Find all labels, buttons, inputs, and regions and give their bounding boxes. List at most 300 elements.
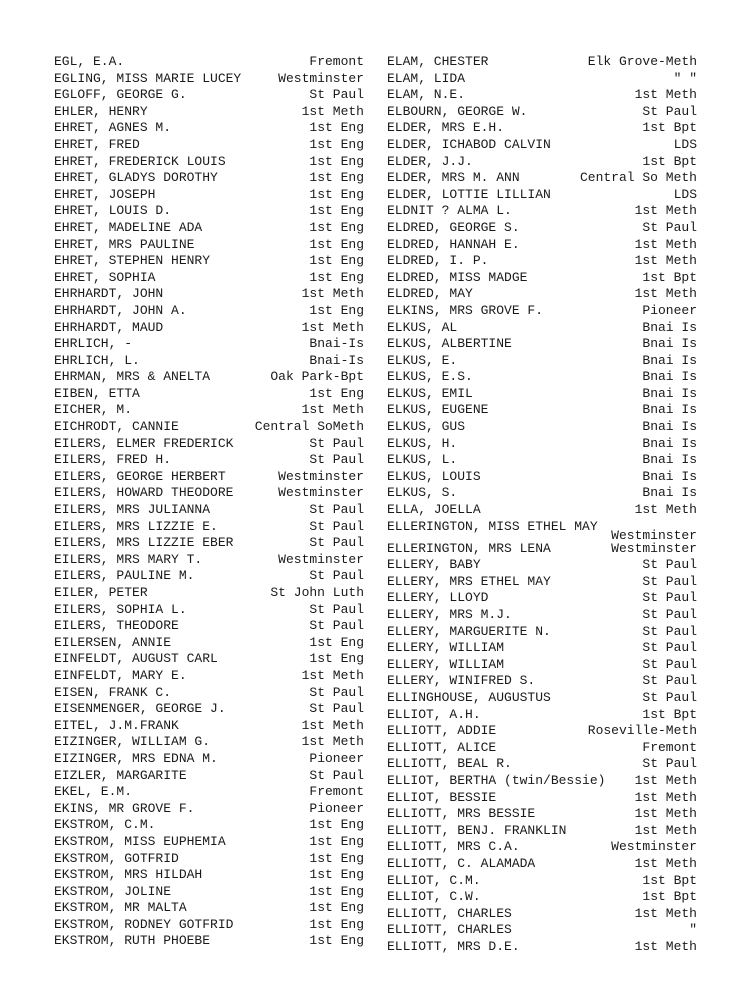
register-entry: [54, 220, 364, 237]
entry-church: LDS: [673, 186, 697, 202]
entry-church: St Paul: [309, 87, 364, 103]
entry-church: 1st Eng: [309, 900, 364, 916]
entry-name: ELLERINGTON, MRS LENA: [387, 540, 551, 556]
entry-church: 1st Bpt: [642, 269, 697, 285]
register-entry: [54, 71, 364, 88]
entry-church: Fremont: [642, 739, 697, 755]
register-entry: [387, 889, 697, 906]
entry-name: EKINS, MR GROVE F.: [54, 800, 195, 816]
entry-name: EILERS, ELMER FREDERICK: [54, 435, 234, 451]
entry-church: Bnai Is: [642, 435, 697, 451]
entry-church: 1st Eng: [309, 253, 364, 269]
register-entry: [54, 137, 364, 154]
register-entry: [387, 657, 697, 674]
entry-church: 1st Eng: [309, 136, 364, 152]
entry-church: Fremont: [309, 54, 364, 69]
entry-name: EILERS, THEODORE: [54, 618, 179, 634]
entry-name: ELLIOTT, CHARLES: [387, 905, 512, 921]
register-entry: [54, 502, 364, 519]
register-entry: [54, 270, 364, 287]
register-entry: [54, 170, 364, 187]
entry-name: ELDER, MRS E.H.: [387, 120, 505, 136]
entry-name: ELDRED, MAY: [387, 286, 473, 302]
entry-name: ELLIOT, BESSIE: [387, 789, 497, 805]
register-entry: [54, 336, 364, 353]
entry-church: St Paul: [309, 701, 364, 717]
entry-name: EHRET, MADELINE ADA: [54, 219, 203, 235]
register-entry: [54, 734, 364, 751]
entry-church: Bnai Is: [642, 336, 697, 352]
entry-name: ELAM, N.E.: [387, 87, 466, 103]
entry-church: Bnai-Is: [309, 352, 364, 368]
entry-church: Westminster: [611, 527, 697, 543]
register-entry: [387, 502, 697, 519]
entry-name: ELAM, LIDA: [387, 70, 466, 86]
entry-church: Pioneer: [309, 750, 364, 766]
entry-church: 1st Eng: [309, 817, 364, 833]
entry-church: 1st Eng: [309, 170, 364, 186]
entry-church: Westminster: [611, 839, 697, 855]
entry-name: EICHER, M.: [54, 402, 133, 418]
register-entry: [54, 154, 364, 171]
entry-name: ELLIOTT, ADDIE: [387, 723, 497, 739]
entry-church: Central SoMeth: [254, 419, 364, 435]
register-entry: [387, 773, 697, 790]
register-entry: [54, 751, 364, 768]
entry-church: 1st Eng: [309, 867, 364, 883]
entry-name: ELDER, MRS M. ANN: [387, 170, 520, 186]
register-entry: [54, 768, 364, 785]
entry-church: 1st Meth: [634, 286, 697, 302]
register-entry: [54, 668, 364, 685]
register-entry: [387, 203, 697, 220]
register-entry: [387, 154, 697, 171]
register-entry: [387, 485, 697, 502]
entry-church: Bnai Is: [642, 369, 697, 385]
entry-church: 1st Meth: [301, 103, 364, 119]
entry-church: Westminster: [278, 70, 364, 86]
entry-name: EKSTROM, JOLINE: [54, 883, 172, 899]
register-entry: [387, 823, 697, 840]
entry-name: ELLIOTT, CHARLES: [387, 922, 512, 938]
register-entry: [387, 353, 697, 370]
entry-name: ELLIOTT, MRS BESSIE: [387, 806, 536, 822]
entry-name: ELLERINGTON, MISS ETHEL MAY: [387, 518, 598, 534]
entry-church: 1st Meth: [634, 855, 697, 871]
register-entry: [387, 740, 697, 757]
entry-church: 1st Eng: [309, 302, 364, 318]
entry-name: EILERS, MRS LIZZIE EBER: [54, 535, 234, 551]
register-entry: [387, 303, 697, 320]
entry-name: EILERS, MRS LIZZIE E.: [54, 518, 218, 534]
entry-church: St Paul: [642, 640, 697, 656]
entry-church: 1st Eng: [309, 186, 364, 202]
register-entry: [387, 452, 697, 469]
register-entry: [387, 756, 697, 773]
entry-name: EISENMENGER, GEORGE J.: [54, 701, 226, 717]
entry-church: 1st Meth: [301, 402, 364, 418]
entry-church: 1st Eng: [309, 236, 364, 252]
register-entry: [54, 784, 364, 801]
entry-church: Fremont: [309, 784, 364, 800]
entry-name: EHRET, JOSEPH: [54, 186, 156, 202]
register-entry: [387, 590, 697, 607]
register-entry: [387, 790, 697, 807]
entry-church: Bnai Is: [642, 319, 697, 335]
register-entry: [387, 336, 697, 353]
register-entry: [54, 685, 364, 702]
entry-church: Pioneer: [642, 302, 697, 318]
register-entry: [54, 568, 364, 585]
entry-name: EHRET, AGNES M.: [54, 120, 172, 136]
register-entry: [54, 867, 364, 884]
register-entry: [387, 237, 697, 254]
register-entry: [54, 900, 364, 917]
entry-name: EHRET, GLADYS DOROTHY: [54, 170, 218, 186]
register-entry: [54, 884, 364, 901]
register-entry: [54, 237, 364, 254]
register-entry: [387, 253, 697, 270]
entry-church: Bnai Is: [642, 385, 697, 401]
entry-church: 1st Meth: [634, 236, 697, 252]
entry-church: Westminster: [278, 468, 364, 484]
entry-name: EILERSEN, ANNIE: [54, 634, 172, 650]
entry-name: ELLIOT, A.H.: [387, 706, 481, 722]
entry-church: 1st Bpt: [642, 120, 697, 136]
register-entry: [54, 353, 364, 370]
register-entry: [54, 469, 364, 486]
register-entry: [54, 369, 364, 386]
entry-name: ELLERY, WILLIAM: [387, 640, 505, 656]
entry-church: St Paul: [642, 623, 697, 639]
entry-church: 1st Bpt: [642, 889, 697, 905]
register-entry: [54, 303, 364, 320]
entry-name: EIZLER, MARGARITE: [54, 767, 187, 783]
register-entry: [387, 71, 697, 88]
entry-name: EHRMAN, MRS & ANELTA: [54, 369, 211, 385]
register-entry: [54, 552, 364, 569]
entry-church: 1st Meth: [634, 938, 697, 954]
entry-church: 1st Meth: [634, 87, 697, 103]
entry-church: 1st Eng: [309, 933, 364, 949]
entry-name: EICHRODT, CANNIE: [54, 419, 179, 435]
register-entry: [387, 87, 697, 104]
register-entry: [387, 286, 697, 303]
register-entry: [54, 253, 364, 270]
entry-church: Oak Park-Bpt: [270, 369, 364, 385]
left-column: [54, 54, 364, 950]
entry-church: Bnai Is: [642, 485, 697, 501]
entry-church: Westminster: [611, 540, 697, 556]
register-entry: [54, 386, 364, 403]
entry-church: 1st Eng: [309, 385, 364, 401]
entry-name: ELDRED, HANNAH E.: [387, 236, 520, 252]
register-entry: [54, 602, 364, 619]
entry-name: EGLING, MISS MARIE LUCEY: [54, 70, 242, 86]
entry-church: St Paul: [309, 684, 364, 700]
entry-name: EHRHARDT, JOHN: [54, 286, 164, 302]
entry-name: ELDER, J.J.: [387, 153, 473, 169]
register-entry: [54, 917, 364, 934]
register-entry: [387, 104, 697, 121]
entry-name: ELLA, JOELLA: [387, 502, 481, 518]
entry-name: EILERS, GEORGE HERBERT: [54, 468, 226, 484]
entry-name: ELKINS, MRS GROVE F.: [387, 302, 544, 318]
entry-church: 1st Eng: [309, 120, 364, 136]
register-entry: [54, 436, 364, 453]
entry-church: St Paul: [642, 103, 697, 119]
entry-church: 1st Eng: [309, 203, 364, 219]
entry-name: EKSTROM, MISS EUPHEMIA: [54, 833, 226, 849]
entry-name: ELKUS, ALBERTINE: [387, 336, 512, 352]
register-entry: [54, 203, 364, 220]
entry-church: 1st Meth: [301, 286, 364, 302]
entry-name: EHRHARDT, JOHN A.: [54, 302, 187, 318]
register-entry: [54, 817, 364, 834]
entry-church: Bnai-Is: [309, 336, 364, 352]
entry-name: ELKUS, S.: [387, 485, 458, 501]
register-entry: [54, 286, 364, 303]
register-entry: [54, 320, 364, 337]
entry-church: Bnai Is: [642, 468, 697, 484]
register-entry: [54, 519, 364, 536]
entry-church: Bnai Is: [642, 452, 697, 468]
entry-church: 1st Meth: [634, 502, 697, 518]
entry-name: EKSTROM, RUTH PHOEBE: [54, 933, 211, 949]
entry-name: ELLERY, BABY: [387, 557, 481, 573]
entry-name: EHRET, SOPHIA: [54, 269, 156, 285]
register-entry: [54, 851, 364, 868]
entry-church: 1st Eng: [309, 883, 364, 899]
entry-name: EHRHARDT, MAUD: [54, 319, 164, 335]
register-entry: [387, 519, 697, 541]
register-entry: [387, 402, 697, 419]
register-entry: [387, 137, 697, 154]
register-entry: [54, 718, 364, 735]
entry-church: 1st Meth: [634, 253, 697, 269]
register-entry: [54, 701, 364, 718]
register-entry: [54, 54, 364, 71]
entry-church: 1st Eng: [309, 219, 364, 235]
entry-name: EHRET, MRS PAULINE: [54, 236, 195, 252]
register-entry: [387, 170, 697, 187]
entry-name: EKSTROM, RODNEY GOTFRID: [54, 916, 234, 932]
register-entry: [387, 806, 697, 823]
entry-church: St Paul: [309, 435, 364, 451]
entry-name: EILERS, MRS MARY T.: [54, 551, 203, 567]
register-entry: [54, 535, 364, 552]
entry-church: Roseville-Meth: [587, 723, 697, 739]
entry-church: 1st Meth: [634, 806, 697, 822]
entry-church: St Paul: [309, 452, 364, 468]
register-entry: [387, 436, 697, 453]
entry-church: 1st Meth: [634, 905, 697, 921]
entry-church: St Paul: [309, 568, 364, 584]
register-entry: [387, 640, 697, 657]
entry-church: 1st Eng: [309, 153, 364, 169]
entry-church: 1st Bpt: [642, 872, 697, 888]
register-entry: [387, 922, 697, 939]
register-entry: [387, 369, 697, 386]
register-entry: [54, 651, 364, 668]
entry-name: ELLERY, MRS ETHEL MAY: [387, 573, 551, 589]
entry-church: Bnai Is: [642, 419, 697, 435]
entry-church: 1st Meth: [634, 772, 697, 788]
entry-name: EILERS, PAULINE M.: [54, 568, 195, 584]
entry-name: ELLIOTT, MRS D.E.: [387, 938, 520, 954]
entry-name: ELLERY, WINIFRED S.: [387, 673, 536, 689]
entry-name: ELLIOTT, ALICE: [387, 739, 497, 755]
entry-church: St Paul: [309, 502, 364, 518]
register-entry: [387, 723, 697, 740]
entry-church: 1st Eng: [309, 916, 364, 932]
register-entry: [387, 607, 697, 624]
entry-name: ELKUS, EMIL: [387, 385, 473, 401]
register-entry: [54, 485, 364, 502]
entry-name: EGL, E.A.: [54, 54, 125, 69]
right-column: [387, 54, 697, 955]
entry-church: 1st Bpt: [642, 706, 697, 722]
entry-church: LDS: [673, 136, 697, 152]
entry-church: 1st Meth: [634, 789, 697, 805]
entry-name: EKSTROM, GOTFRID: [54, 850, 179, 866]
entry-name: ELKUS, E.: [387, 352, 458, 368]
entry-name: ELLERY, MRS M.J.: [387, 607, 512, 622]
entry-name: ELDRED, MISS MADGE: [387, 269, 528, 285]
entry-name: ELKUS, E.S.: [387, 369, 473, 385]
entry-name: ELLIOT, C.M.: [387, 872, 481, 888]
entry-church: Elk Grove-Meth: [587, 54, 697, 69]
entry-name: ELKUS, LOUIS: [387, 468, 481, 484]
entry-name: ELDER, LOTTIE LILLIAN: [387, 186, 551, 202]
entry-name: ELLERY, LLOYD: [387, 590, 489, 606]
register-entry: [387, 574, 697, 591]
entry-church: ": [689, 922, 697, 938]
entry-name: ELLIOT, BERTHA (twin/Bessie): [387, 772, 606, 788]
entry-name: ELLIOTT, C. ALAMADA: [387, 855, 536, 871]
entry-church: St Paul: [642, 689, 697, 705]
entry-name: EKSTROM, MRS HILDAH: [54, 867, 203, 883]
register-entry: [387, 673, 697, 690]
entry-name: EGLOFF, GEORGE G.: [54, 87, 187, 103]
entry-name: EILERS, SOPHIA L.: [54, 601, 187, 617]
entry-church: 1st Meth: [301, 667, 364, 683]
register-entry: [54, 419, 364, 436]
entry-church: 1st Eng: [309, 651, 364, 667]
register-entry: [387, 187, 697, 204]
entry-name: EILERS, FRED H.: [54, 452, 172, 468]
entry-name: EILERS, HOWARD THEODORE: [54, 485, 234, 501]
entry-church: 1st Meth: [301, 319, 364, 335]
entry-church: Pioneer: [309, 800, 364, 816]
entry-church: Bnai Is: [642, 352, 697, 368]
entry-church: 1st Eng: [309, 833, 364, 849]
register-entry: [387, 419, 697, 436]
entry-church: Central So Meth: [579, 170, 697, 186]
entry-name: ELLIOT, C.W.: [387, 889, 481, 905]
register-entry: [387, 839, 697, 856]
register-entry: [387, 856, 697, 873]
entry-church: 1st Meth: [301, 717, 364, 733]
register-entry: [387, 906, 697, 923]
entry-church: Bnai Is: [642, 402, 697, 418]
entry-name: ELLIOTT, BENJ. FRANKLIN: [387, 822, 567, 838]
register-entry: [54, 585, 364, 602]
register-entry: [54, 87, 364, 104]
entry-church: St Paul: [309, 518, 364, 534]
register-entry: [387, 707, 697, 724]
register-entry: [387, 873, 697, 890]
entry-name: EINFELDT, AUGUST CARL: [54, 651, 218, 667]
entry-name: EIBEN, ETTA: [54, 385, 140, 401]
register-entry: [387, 624, 697, 641]
entry-name: EILERS, MRS JULIANNA: [54, 502, 211, 518]
entry-name: EKSTROM, C.M.: [54, 817, 156, 833]
entry-church: Westminster: [278, 551, 364, 567]
entry-church: 1st Meth: [301, 734, 364, 750]
entry-name: ELKUS, AL: [387, 319, 458, 335]
register-entry: [54, 635, 364, 652]
entry-name: ELLERY, WILLIAM: [387, 656, 505, 672]
entry-church: St Paul: [309, 767, 364, 783]
register-entry: [387, 220, 697, 237]
entry-name: EISEN, FRANK C.: [54, 684, 172, 700]
entry-name: EHRET, FREDERICK LOUIS: [54, 153, 226, 169]
entry-name: ELLERY, MARGUERITE N.: [387, 623, 551, 639]
entry-name: ELBOURN, GEORGE W.: [387, 103, 528, 119]
entry-name: ELLINGHOUSE, AUGUSTUS: [387, 689, 551, 705]
entry-church: Westminster: [278, 485, 364, 501]
entry-church: St Paul: [642, 590, 697, 606]
entry-name: EKSTROM, MR MALTA: [54, 900, 187, 916]
entry-name: ELKUS, GUS: [387, 419, 466, 435]
entry-name: EILER, PETER: [54, 585, 148, 600]
entry-church: St Paul: [309, 601, 364, 617]
register-entry: [54, 187, 364, 204]
entry-name: EITEL, J.M.FRANK: [54, 717, 179, 733]
entry-church: St Paul: [642, 573, 697, 589]
entry-name: ELKUS, L.: [387, 452, 458, 468]
entry-name: ELKUS, EUGENE: [387, 402, 489, 418]
register-entry: [54, 618, 364, 635]
entry-church: 1st Eng: [309, 634, 364, 650]
entry-church: 1st Meth: [634, 203, 697, 219]
register-entry: [387, 557, 697, 574]
entry-name: EHRLICH, -: [54, 336, 133, 352]
entry-church: 1st Eng: [309, 269, 364, 285]
register-entry: [387, 690, 697, 707]
entry-church: 1st Eng: [309, 850, 364, 866]
entry-church: St Paul: [642, 607, 697, 622]
entry-name: EKEL, E.M.: [54, 784, 133, 800]
entry-name: EHRET, STEPHEN HENRY: [54, 253, 211, 269]
register-entry: [387, 54, 697, 71]
register-entry: [387, 120, 697, 137]
entry-name: ELDER, ICHABOD CALVIN: [387, 136, 551, 152]
entry-name: EHLER, HENRY: [54, 103, 148, 119]
register-entry: [387, 270, 697, 287]
entry-church: St Paul: [642, 219, 697, 235]
register-entry: [387, 469, 697, 486]
entry-name: ELLIOTT, MRS C.A.: [387, 839, 520, 855]
entry-name: ELDRED, I. P.: [387, 253, 489, 269]
entry-church: St Paul: [309, 618, 364, 634]
entry-church: St Paul: [642, 756, 697, 772]
entry-church: 1st Meth: [634, 822, 697, 838]
register-entry: [54, 933, 364, 950]
register-entry: [387, 939, 697, 956]
entry-name: EINFELDT, MARY E.: [54, 667, 187, 683]
